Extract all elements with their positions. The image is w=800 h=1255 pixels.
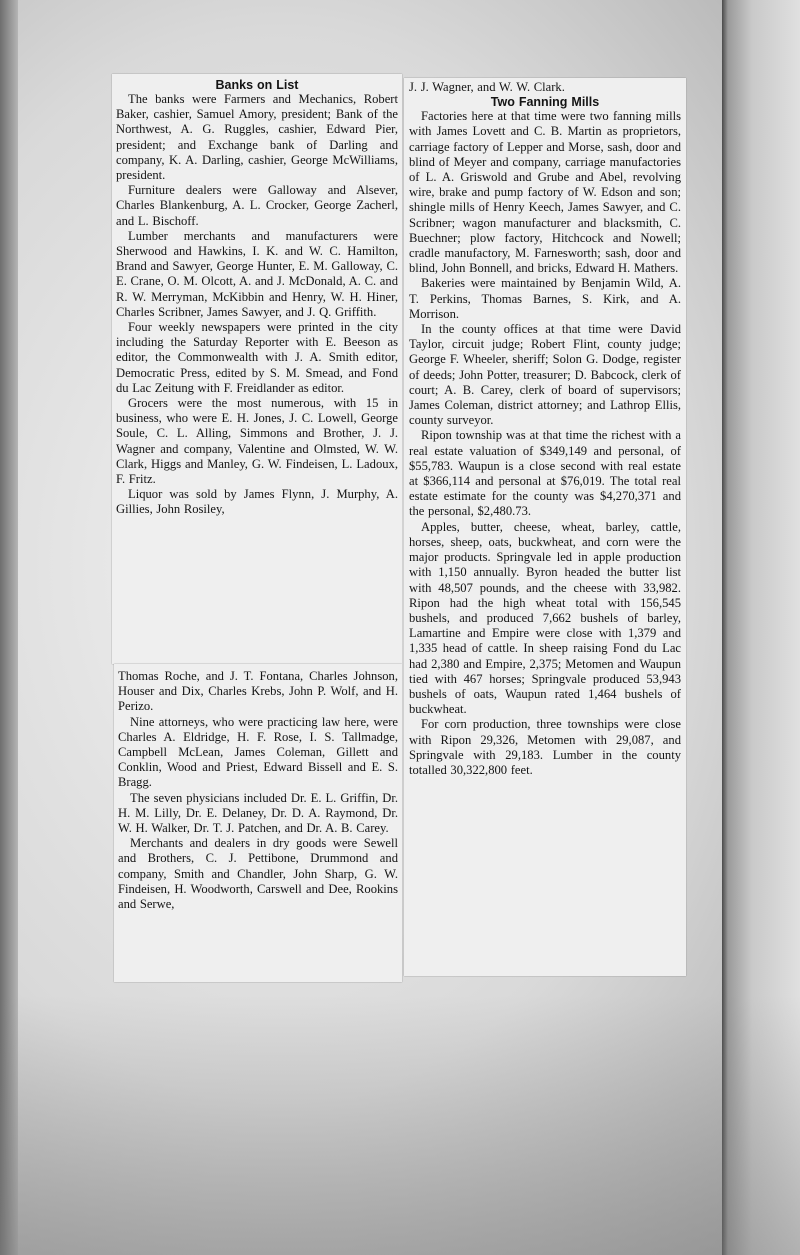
article-column-left-top — [116, 78, 398, 518]
paragraph-bakeries: Bakeries were maintained by Benjamin Wild, A. T. Perkins, Thomas Barnes, S. Kirk, and A. Morrison. — [409, 276, 681, 321]
paragraph-physicians: The seven physicians included Dr. E. L. Griffin, Dr. H. M. Lilly, Dr. E. Delaney, Dr. D. A. Raymond, Dr. W. H. Walker, Dr. T. J. Patchen, and Dr. A. B. Carey. — [118, 790, 398, 836]
paragraph-liquor-continued: Thomas Roche, and J. T. Fontana, Charles Johnson, Houser and Dix, Charles Krebs, John P. Wolf, and H. Perizo. — [118, 669, 398, 714]
page-bottom-shade — [0, 995, 800, 1255]
paragraph-corn-lumber: For corn production, three townships were close with Ripon 29,326, Metomen with 29,087, and Springvale with 29,183. Lumber in the county totalled 30,322,800 feet. — [409, 717, 681, 777]
article-column-right — [409, 80, 681, 778]
paragraph-valuation: Ripon township was at that time the richest with a real estate valuation of $349,149 and personal, of $55,783. Waupun is a close second with real estate at $366,114 and personal at $76,019. The total real estate estimate for the county was $4,270,371 and the personal, $2,480.73. — [409, 428, 681, 519]
section-heading-fanning-mills: Two Fanning Mills — [490, 95, 600, 110]
article-column-left-bottom — [118, 669, 398, 912]
section-heading-banks: Banks on List — [215, 78, 299, 92]
paragraph-dry-goods-continued: J. J. Wagner, and W. W. Clark. — [409, 80, 565, 94]
paragraph-attorneys: Nine attorneys, who were practicing law here, were Charles A. Eldridge, H. F. Rose, I. S. Tallmadge, Campbell McLean, James Coleman, Gillett and Conklin, Wood and Priest, Edward Bissell and E. S. Bragg. — [118, 714, 398, 790]
paragraph-furniture-dealers: Furniture dealers were Galloway and Alsever, Charles Blankenburg, A. L. Crocker, George Zacherl, and L. Bischoff. — [116, 183, 398, 228]
paragraph-products: Apples, butter, cheese, wheat, barley, cattle, horses, sheep, oats, buckwheat, and corn were the major products. Springvale led in apple production with 1,150 annually. Byron headed the butter list with 48,507 pounds, and the cheese with 33,982. Ripon had the high wheat total with 156,545 bushels, and produced 7,662 bushels of barley, Lamartine and Empire were close with 1,379 and 1,335 head of cattle. In sheep raising Fond du Lac had 2,380 and Empire, 2,375; Metomen and Waupun tied with 467 horses; Springvale produced 53,943 bushels of oats, Waupun rated 1,464 bushels of buckwheat. — [409, 519, 681, 717]
paragraph-banks: The banks were Farmers and Mechanics, Robert Baker, cashier, Samuel Amory, president; Bank of the Northwest, A. G. Ruggles, cashier, Edward Pier, president; and Exchange bank of Darling and company, K. A. Darling, cashier, George McWilliams, president. — [116, 92, 398, 183]
paragraph-factories: Factories here at that time were two fanning mills with James Lovett and C. B. Martin as proprietors, carriage factory of Lepper and Morse, sash, door and blind of Meyer and company, carriage manufactories of L. A. Griswold and Grube and Abel, revolving wire, brake and pump factory of W. Edson and son; shingle mills of Henry Keech, James Sawyer, and C. Scribner; wagon manufacturer and blacksmith, C. Buechner; plow factory, Hitchcock and Nowell; cradle manufactory, M. Farnesworth; sash, door and blind, John Bonnell, and bricks, Edward H. Mathers. — [409, 109, 681, 276]
paragraph-dry-goods: Merchants and dealers in dry goods were Sewell and Brothers, C. J. Pettibone, Drummond and company, Smith and Chandler, John Sharp, G. W. Findeisen, H. Woodworth, Carswell and Dee, Rookins and Serwe, — [118, 836, 398, 912]
paragraph-county-offices: In the county offices at that time were David Taylor, circuit judge; Robert Flint, county judge; George F. Wheeler, sheriff; Solon G. Dodge, register of deeds; John Potter, treasurer; D. Babcock, clerk of court; A. B. Carey, clerk of board of supervisors; James Coleman, district attorney; and Lathrop Ellis, county surveyor. — [409, 322, 681, 428]
paragraph-liquor: Liquor was sold by James Flynn, J. Murphy, A. Gillies, John Rosiley, — [116, 487, 398, 517]
paragraph-grocers: Grocers were the most numerous, with 15 in business, who were E. H. Jones, J. C. Lowell, George Soule, C. L. Alling, Simmons and Brother, J. J. Wagner and company, Valentine and Olmsted, W. W. Clark, Higgs and Manley, G. W. Findeisen, L. Ladoux, F. Fritz. — [116, 396, 398, 487]
paragraph-lumber-merchants: Lumber merchants and manufacturers were Sherwood and Hawkins, I. K. and W. C. Hamilton, Brand and Sawyer, George Hunter, E. M. Galloway, C. E. Crane, O. M. Olcott, A. and J. McDonald, A. C. and R. W. Merryman, McKibbin and Henry, W. H. Hiner, Charles Scribner, James Sawyer, and J. Q. Griffith. — [116, 228, 398, 319]
paragraph-newspapers: Four weekly newspapers were printed in the city including the Saturday Reporter with E. Beeson as editor, the Commonwealth with J. A. Smith editor, Democratic Press, edited by S. M. Smead, and Fond du Lac Zeitung with F. Freidlander as editor. — [116, 320, 398, 395]
